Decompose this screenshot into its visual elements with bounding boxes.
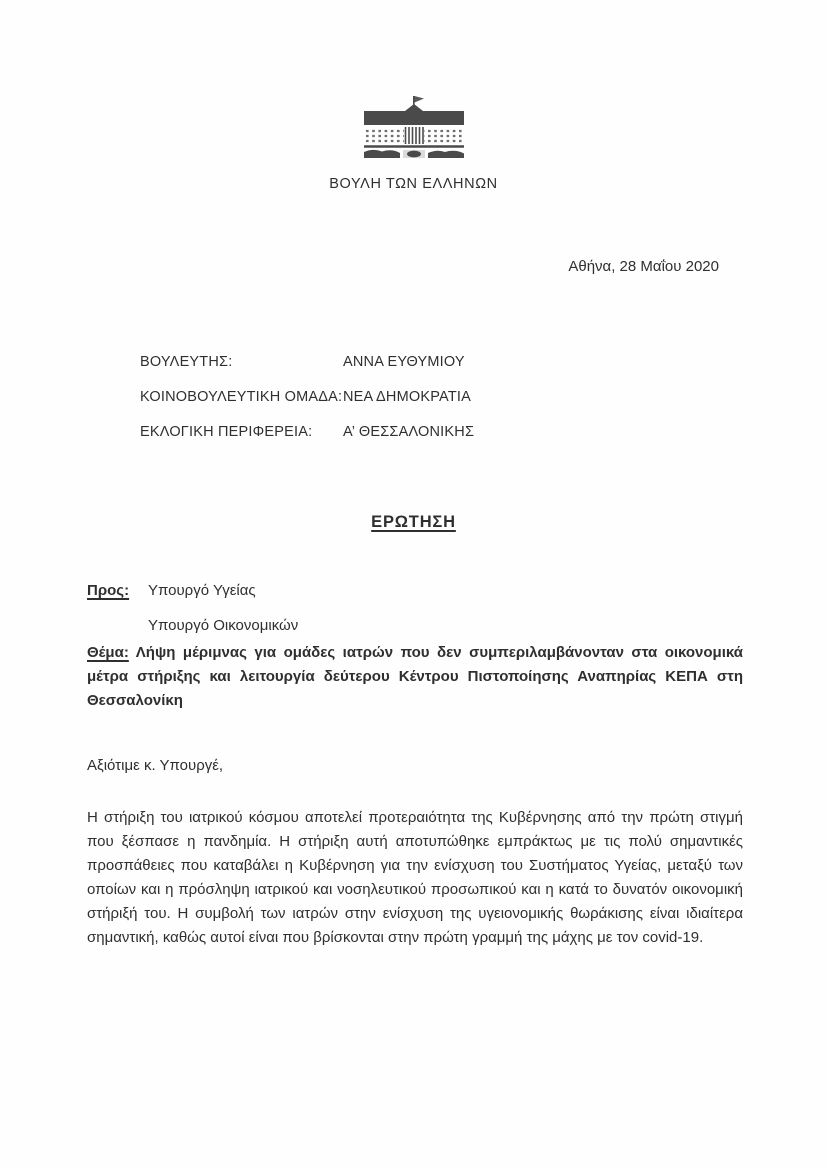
subject-block [87,641,743,713]
org-name: ΒΟΥΛΗ ΤΩΝ ΕΛΛΗΝΩΝ [329,176,498,192]
recipient-finance-minister: Υπουργό Οικονομικών [148,617,299,634]
constituency-value: Α’ ΘΕΣΣΑΛΟΝΙΚΗΣ [343,424,475,440]
mp-info-row-parliamentary-group [140,389,474,405]
date-line: Αθήνα, 28 Μαΐου 2020 [568,258,719,275]
mp-info-block [140,354,474,459]
subject-text: Λήψη μέριμνας για ομάδες ιατρών που δεν συμπεριλαμβάνονταν στα οικονομικά μέτρα στήριξης και λειτουργία δεύτερου Κέντρου Πιστοποίησης Αναπηρίας ΚΕΠΑ στη Θεσσαλονίκη [87,644,743,709]
constituency-label: ΕΚΛΟΓΙΚΗ ΠΕΡΙΦΕΡΕΙΑ: [140,424,313,440]
deputy-value: ΑΝΝΑ ΕΥΘΥΜΙΟΥ [343,354,465,370]
recipient-health-minister: Υπουργό Υγείας [148,582,256,599]
deputy-label: ΒΟΥΛΕΥΤΗΣ: [140,354,233,370]
salutation: Αξιότιμε κ. Υπουργέ, [87,757,224,774]
parliamentary-group-label: ΚΟΙΝΟΒΟΥΛΕΥΤΙΚΗ ΟΜΑΔΑ: [140,389,343,405]
parliamentary-group-value: ΝΕΑ ΔΗΜΟΚΡΑΤΙΑ [343,389,471,405]
subject-label: Θέμα: [87,644,129,661]
mp-info-row-constituency [140,424,474,440]
document-title: ΕΡΩΤΗΣΗ [371,513,456,531]
to-label: Προς: [87,582,130,599]
parliament-emblem-icon [360,95,468,168]
body-paragraph: Η στήριξη του ιατρικού κόσμου αποτελεί προτεραιότητα της Κυβέρνησης από την πρώτη στιγμή που ξέσπασε η πανδημία. Η στήριξη αυτή αποτυπώθηκε εμπράκτως με τις πολύ σημαντικές προσπάθειες που καταβάλει η Κυβέρνηση για την ενίσχυση του Συστήματος Υγείας, μεταξύ των οποίων και η πρόσληψη ιατρικού και νοσηλευτικού προσωπικού και η κατά το δυνατόν οικονομική στήριξή του. Η συμβολή των ιατρών στην ενίσχυση της υγειονομικής θωράκισης είναι ιδιαίτερα σημαντική, καθώς αυτοί είναι που βρίσκονται στην πρώτη γραμμή της μάχης με τον covid-19. [87,809,743,946]
mp-info-row-deputy [140,354,474,370]
